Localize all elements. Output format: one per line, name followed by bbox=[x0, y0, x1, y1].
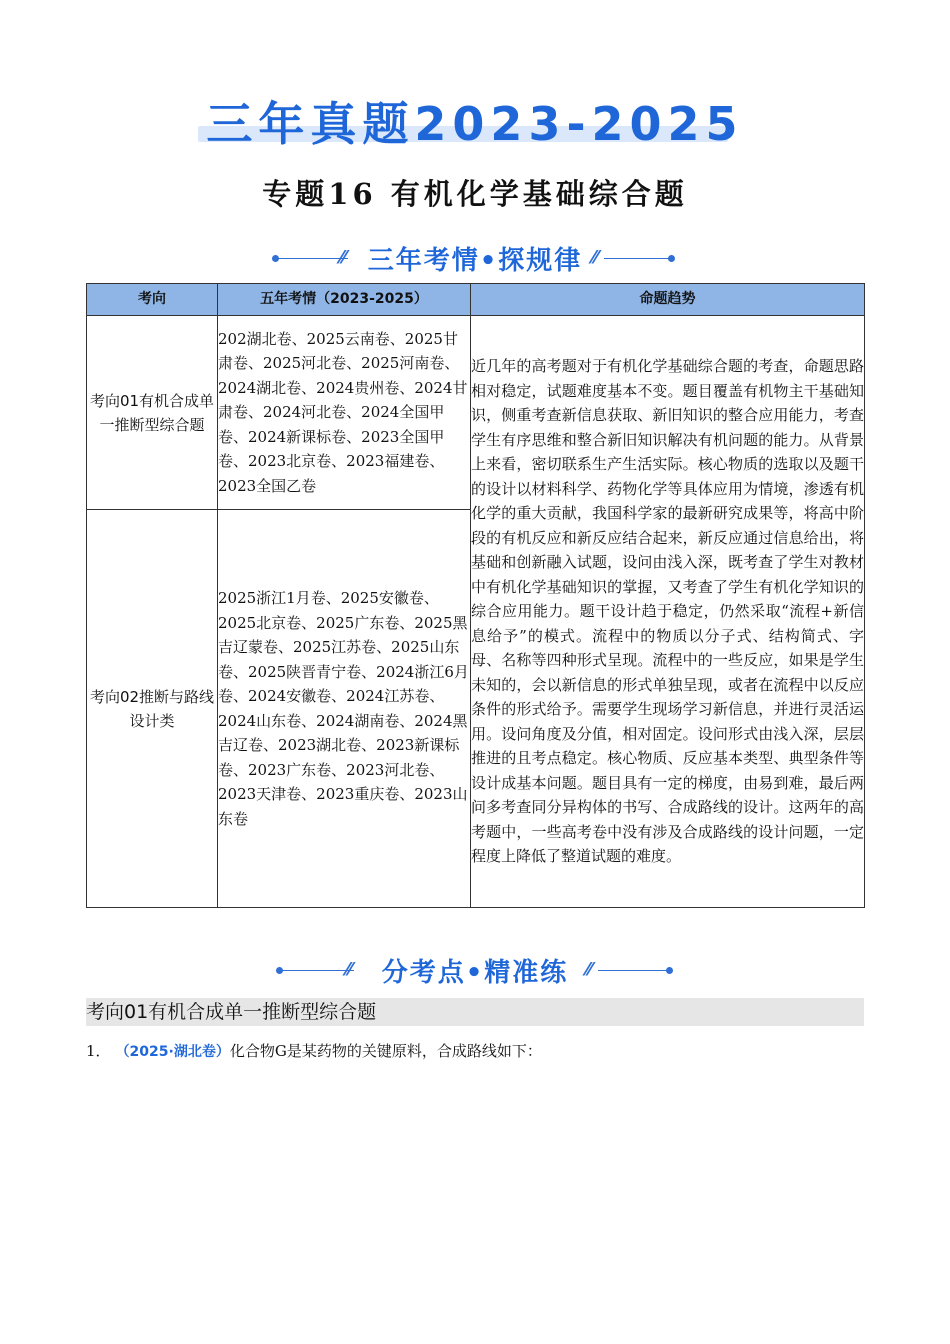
years-cell: 202湖北卷、2025云南卷、2025甘肃卷、2025河北卷、2025河南卷、2024湖北卷、2024贵州卷、2024甘肃卷、2024河北卷、2024全国甲卷、2024新课标卷、2023全国甲卷、2023北京卷、2023福建卷、2023全国乙卷 bbox=[218, 316, 471, 510]
section-banner-trends bbox=[0, 238, 950, 278]
decor-slash-icon: ⁄⁄ bbox=[592, 247, 599, 268]
years-cell: 2025浙江1月卷、2025安徽卷、2025北京卷、2025广东卷、2025黑吉辽蒙卷、2025江苏卷、2025山东卷、2025陕晋青宁卷、2024浙江6月卷、2024安徽卷、2024江苏卷、2024山东卷、2024湖南卷、2024黑吉辽卷、2023湖北卷、2023新课标卷、2023广东卷、2023河北卷、2023天津卷、2023重庆卷、2023山东卷 bbox=[218, 510, 471, 908]
header-years: 五年考情（2023-2025） bbox=[218, 284, 471, 316]
table-row bbox=[87, 316, 865, 510]
document-title: 专题16 有机化学基础综合题 bbox=[262, 177, 688, 211]
banner-title: 三年真题2023-2025 bbox=[206, 97, 744, 151]
decor-dot-icon bbox=[668, 255, 675, 262]
question-1 bbox=[86, 1040, 864, 1063]
section-label: 三年考情•探规律 bbox=[367, 246, 583, 276]
decor-slash-icon: ⁄⁄ bbox=[586, 959, 593, 980]
decor-line bbox=[604, 258, 670, 259]
decor-slash-icon: ⁄⁄ bbox=[340, 247, 347, 268]
header-direction: 考向 bbox=[87, 284, 218, 316]
direction-cell: 考向01有机合成单一推断型综合题 bbox=[87, 316, 218, 510]
question-source: （2025·湖北卷） bbox=[122, 1044, 230, 1060]
direction-cell: 考向02推断与路线设计类 bbox=[87, 510, 218, 908]
decor-slash-icon: ⁄⁄ bbox=[346, 959, 353, 980]
top-banner bbox=[0, 84, 950, 154]
section-label: 分考点•精准练 bbox=[381, 958, 569, 988]
decor-line bbox=[598, 970, 668, 971]
subsection-heading: 考向01有机合成单一推断型综合题 bbox=[86, 998, 864, 1026]
decor-dot-icon bbox=[666, 967, 673, 974]
exam-trend-table bbox=[86, 283, 865, 908]
question-text: 化合物G是某药物的关键原料，合成路线如下： bbox=[229, 1042, 542, 1060]
section-banner-practice bbox=[0, 950, 950, 990]
header-trend: 命题趋势 bbox=[471, 284, 865, 316]
trend-cell: 近几年的高考题对于有机化学基础综合题的考查，命题思路相对稳定，试题难度基本不变。题目覆盖有机物主干基础知识，侧重考查新信息获取、新旧知识的整合应用能力，考查学生有序思维和整合新旧知识解决有机问题的能力。从背景上来看，密切联系生产生活实际。核心物质的选取以及题干的设计以材料科学、药物化学等具体应用为情境，渗透有机化学的重大贡献，我国科学家的最新研究成果等，将高中阶段的有机反应和新反应结合起来，新反应通过信息给出，将基础和创新融入试题，设问由浅入深，既考查了学生对教材中有机化学基础知识的掌握，又考查了学生有机化学知识的综合应用能力。题干设计趋于稳定，仍然采取“流程+新信息给予”的模式。流程中的物质以分子式、结构简式、字母、名称等四种形式呈现。流程中的一些反应，如果是学生未知的，会以新信息的形式单独呈现，或者在流程中以反应条件的形式给予。需要学生现场学习新信息，并进行灵活运用。设问角度及分值，相对固定。设问形式由浅入深，层层推进的且考点稳定。核心物质、反应基本类型、典型条件等设计成基本问题。题目具有一定的梯度，由易到难，最后两问多考查同分异构体的书写、合成路线的设计。这两年的高考题中，一些高考卷中没有涉及合成路线的设计问题，一定程度上降低了整道试题的难度。 bbox=[471, 316, 865, 908]
question-number: 1． bbox=[86, 1042, 111, 1060]
